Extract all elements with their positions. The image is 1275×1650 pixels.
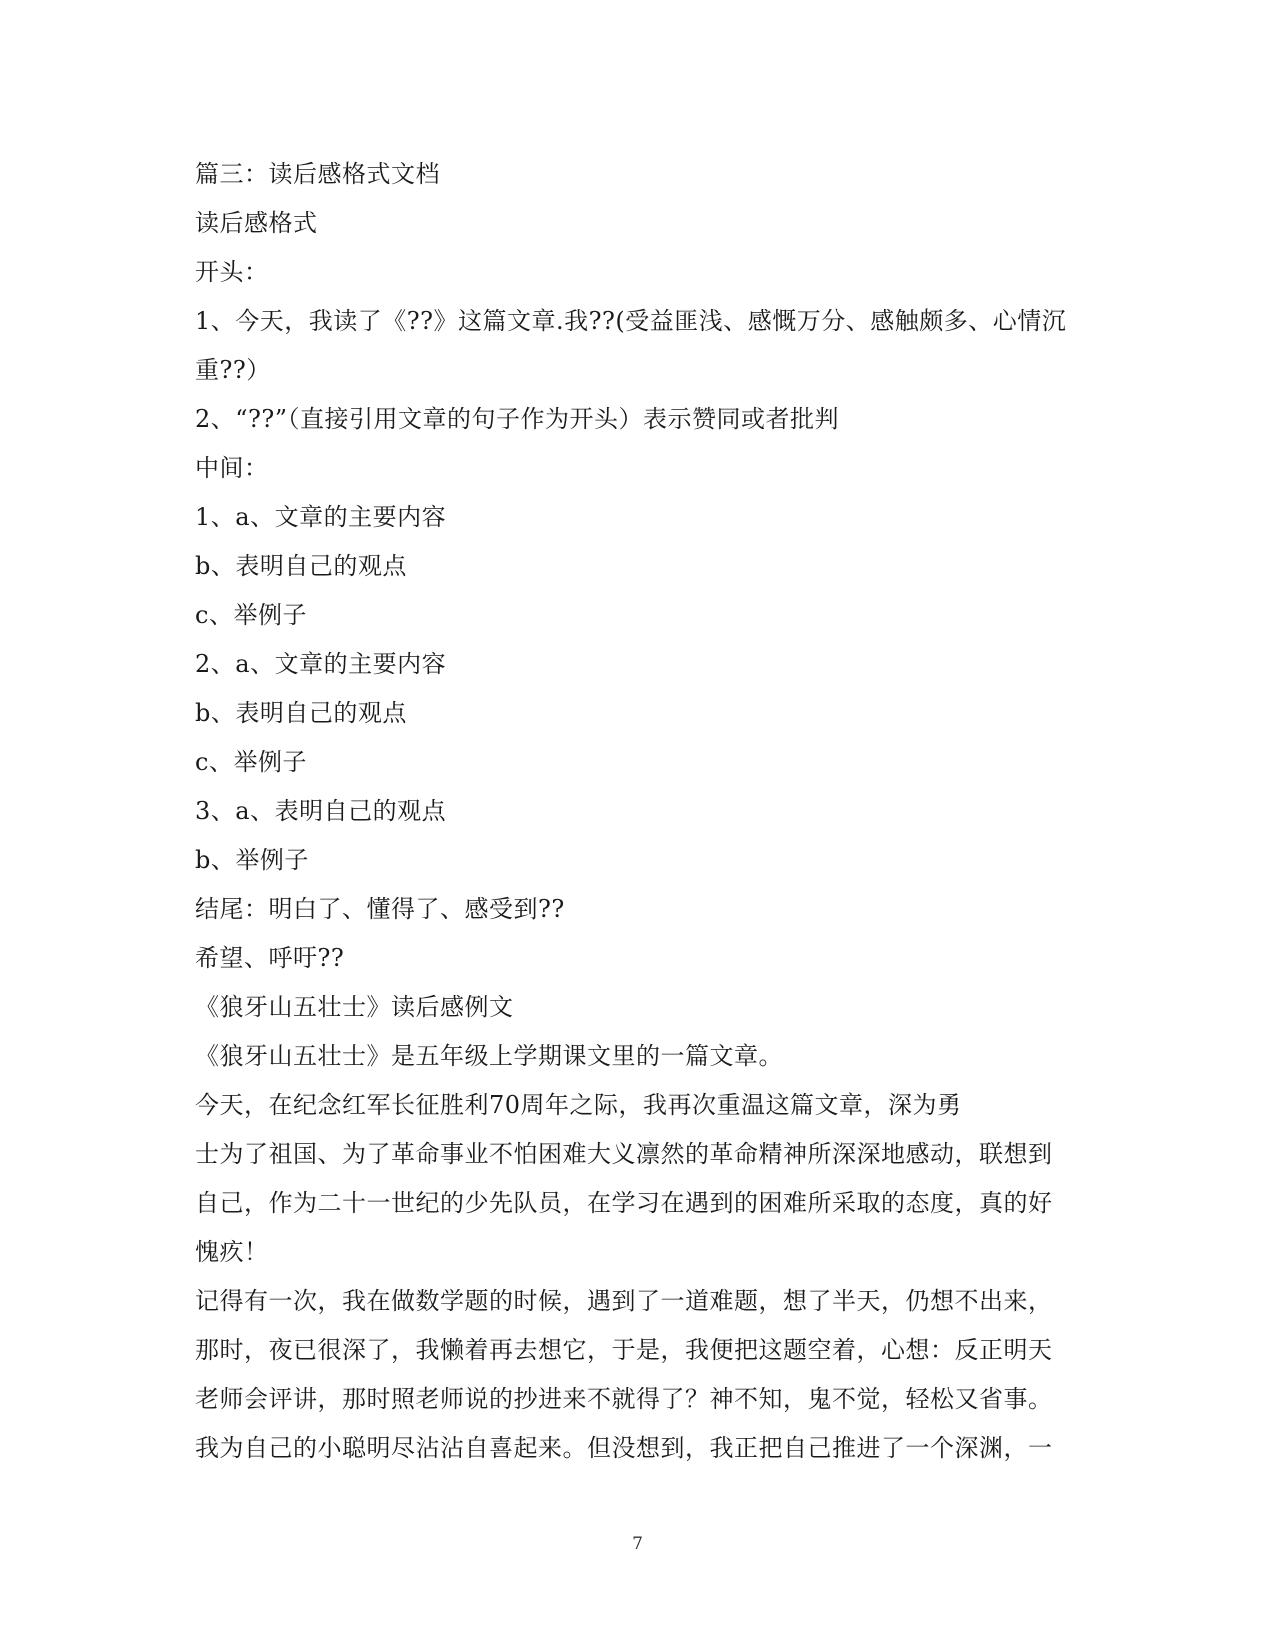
text-line: b、举例子 xyxy=(195,846,309,874)
text-line: b、表明自己的观点 xyxy=(195,699,407,727)
text-line: 记得有一次，我在做数学题的时候，遇到了一道难题，想了半天，仍想不出来， xyxy=(195,1287,1053,1315)
text-line: 重??） xyxy=(195,356,271,384)
text-line: 2、“??”（直接引用文章的句子作为开头）表示赞同或者批判 xyxy=(195,405,840,433)
text-line: 结尾：明白了、懂得了、感受到?? xyxy=(195,895,565,923)
text-line: 愧疚！ xyxy=(195,1238,269,1266)
text-line: 老师会评讲，那时照老师说的抄进来不就得了？神不知，鬼不觉，轻松又省事。 xyxy=(195,1385,1053,1413)
subheading: 读后感格式 xyxy=(195,209,318,237)
example-title: 《狼牙山五壮士》读后感例文 xyxy=(195,993,514,1021)
text-line: 中间： xyxy=(195,454,269,482)
text-line: 希望、呼吁?? xyxy=(195,944,345,972)
text-line: 2、a、文章的主要内容 xyxy=(195,650,447,678)
document-body xyxy=(195,150,1095,1473)
text-line: 我为自己的小聪明尽沾沾自喜起来。但没想到，我正把自己推进了一个深渊，一 xyxy=(195,1434,1053,1462)
text-line: 《狼牙山五壮士》是五年级上学期课文里的一篇文章。 xyxy=(195,1042,783,1070)
text-line: 1、a、文章的主要内容 xyxy=(195,503,447,531)
text-line: 3、a、表明自己的观点 xyxy=(195,797,447,825)
text-line: 自己，作为二十一世纪的少先队员，在学习在遇到的困难所采取的态度，真的好 xyxy=(195,1189,1053,1217)
text-line: 士为了祖国、为了革命事业不怕困难大义凛然的革命精神所深深地感动，联想到 xyxy=(195,1140,1053,1168)
section-heading: 篇三：读后感格式文档 xyxy=(195,160,440,188)
text-line: c、举例子 xyxy=(195,748,307,776)
page-number: 7 xyxy=(632,1534,643,1554)
text-line: 开头： xyxy=(195,258,269,286)
text-line: 1、今天，我读了《??》这篇文章.我??(受益匪浅、感慨万分、感触颇多、心情沉 xyxy=(195,307,1067,335)
text-line: c、举例子 xyxy=(195,601,307,629)
text-line: b、表明自己的观点 xyxy=(195,552,407,580)
text-line: 那时，夜已很深了，我懒着再去想它，于是，我便把这题空着，心想：反正明天 xyxy=(195,1336,1053,1364)
text-line: 今天，在纪念红军长征胜利70周年之际，我再次重温这篇文章，深为勇 xyxy=(195,1091,962,1119)
